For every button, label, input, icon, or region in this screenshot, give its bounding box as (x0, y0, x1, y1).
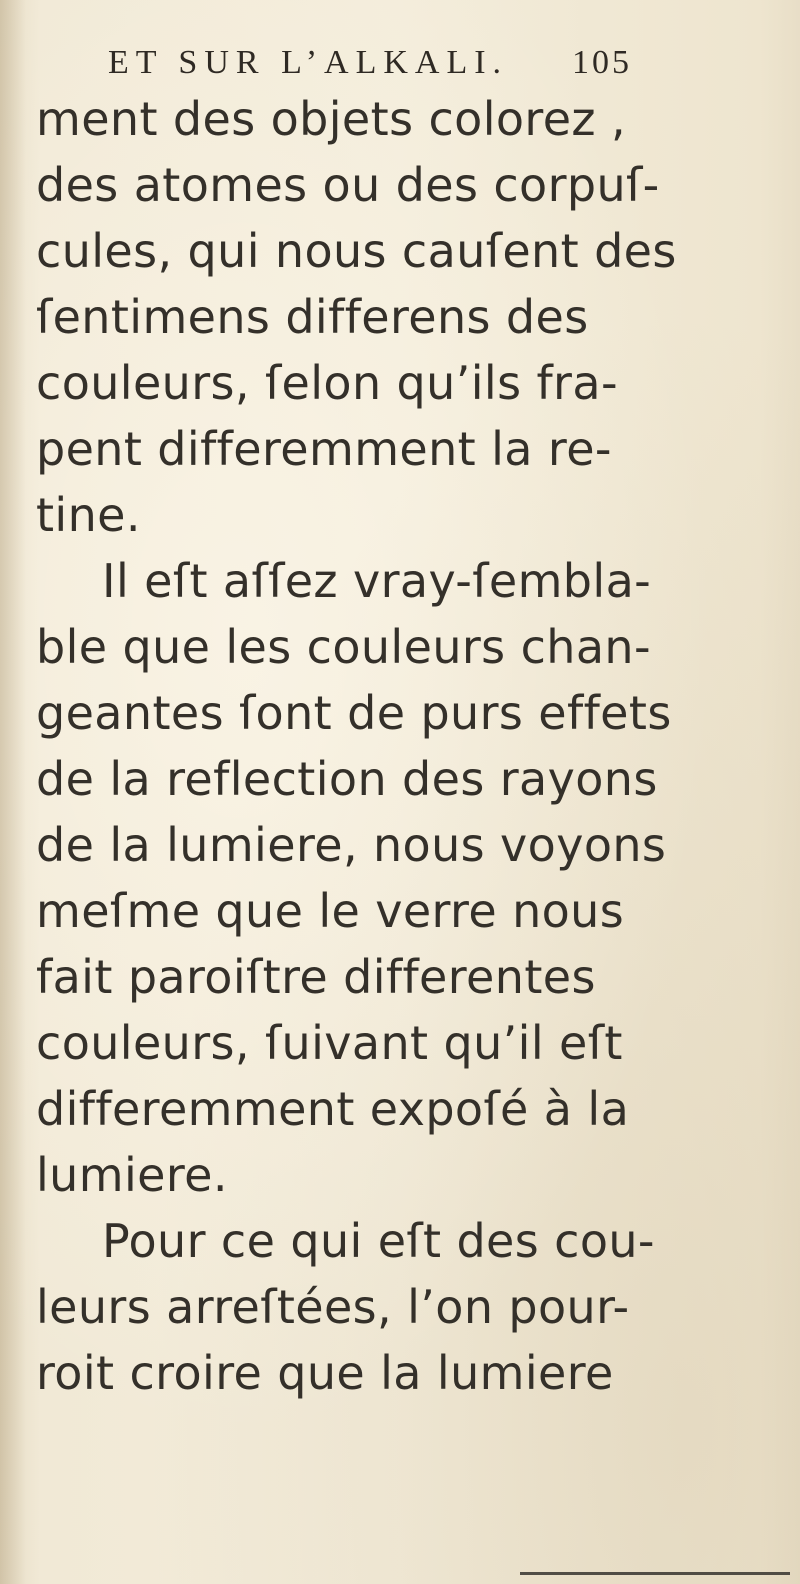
paragraph-start-line: Il eſt aſſez vray-ſembla- (102, 554, 652, 608)
text-line: leurs arreſtées, l’on pour- (36, 1280, 630, 1334)
text-line: ble que les couleurs chan- (36, 620, 651, 674)
paragraph-start-line: Pour ce qui eſt des cou- (102, 1214, 655, 1268)
text-line: des atomes ou des corpuſ- (36, 158, 660, 212)
text-line: geantes ſont de purs effets (36, 686, 672, 740)
gutter-shadow (0, 0, 26, 1584)
text-line: differemment expoſé à la (36, 1082, 630, 1136)
text-line: tine. (36, 488, 141, 542)
text-line: couleurs, ſelon qu’ils fra- (36, 356, 618, 410)
body-text (36, 86, 677, 1406)
text-line: ment des objets colorez , (36, 92, 627, 146)
text-line: pent differemment la re- (36, 422, 612, 476)
text-line: couleurs, ſuivant qu’il eſt (36, 1016, 623, 1070)
text-line: meſme que le verre nous (36, 884, 625, 938)
running-head (0, 0, 800, 100)
text-line: de la lumiere, nous voyons (36, 818, 667, 872)
text-line: cules, qui nous cauſent des (36, 224, 677, 278)
text-line: lumiere. (36, 1148, 228, 1202)
text-line: roit croire que la lumiere (36, 1346, 614, 1400)
running-title: ET SUR L’ALKALI. (108, 44, 509, 81)
text-line: de la reflection des rayons (36, 752, 658, 806)
text-line: fait paroiſtre differentes (36, 950, 596, 1004)
page-edge-rule (520, 1572, 790, 1575)
page-number: 105 (572, 44, 632, 81)
text-line: ſentimens differens des (36, 290, 589, 344)
